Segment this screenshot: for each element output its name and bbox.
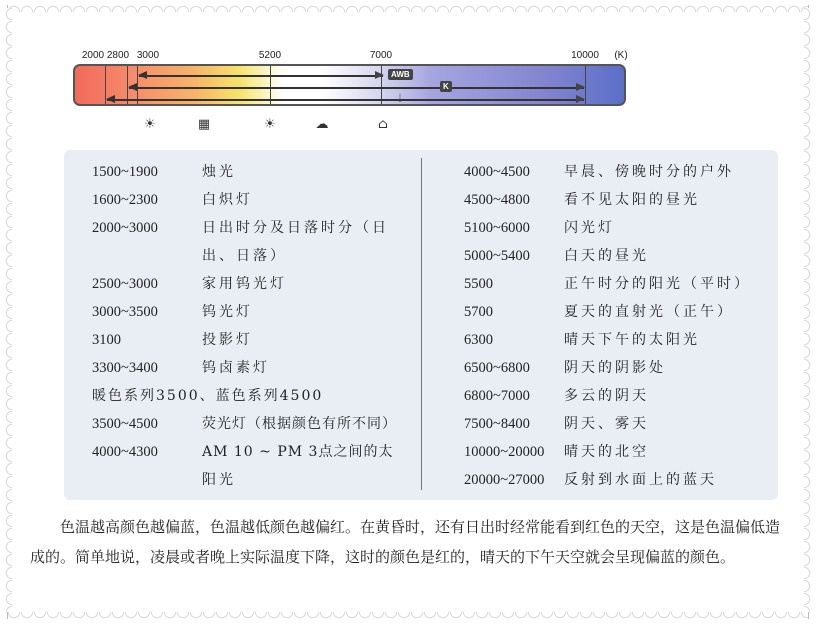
table-row: 4000~4500 早晨、傍晚时分的户外 <box>464 164 734 180</box>
table-row: 3100 投影灯 <box>92 332 253 348</box>
scale-label: 2800 <box>106 50 130 61</box>
table-column-right <box>464 158 774 494</box>
table-row: 阳光 <box>202 472 236 488</box>
stamp-edge-top <box>8 4 808 12</box>
table-row: 出、日落） <box>202 248 287 264</box>
table-row-note: 暖色系列3500、蓝色系列4500 <box>92 388 324 404</box>
table-row: 5500 正午时分的阳光（平时） <box>464 276 751 292</box>
table-row: 2500~3000 家用钨光灯 <box>92 276 287 292</box>
stamp-edge-bottom <box>8 612 808 620</box>
table-row: 6300 晴天下午的太阳光 <box>464 332 700 348</box>
daylight-sun-icon: ☀ <box>264 117 276 132</box>
table-row: 4500~4800 看不见太阳的昼光 <box>464 192 700 208</box>
table-row: 7500~8400 阴天、雾天 <box>464 416 649 432</box>
tungsten-bulb-icon: ☀ <box>144 117 156 132</box>
table-row: 4000~4300 AM 10 ~ PM 3点之间的太 <box>92 444 394 460</box>
awb-range-arrow <box>139 75 383 77</box>
stamp-edge-left <box>4 8 12 612</box>
shade-house-icon: ⌂ <box>378 117 388 132</box>
color-temperature-bar <box>73 64 626 106</box>
kelvin-scale-labels <box>0 50 816 64</box>
awb-badge: AWB <box>388 69 413 80</box>
scale-label: 7000 <box>369 50 393 61</box>
k-range-arrow <box>129 87 584 89</box>
column-divider <box>421 158 422 490</box>
explanation-paragraph <box>30 512 790 572</box>
explanation-text: 色温越高颜色越偏蓝，色温越低颜色越偏红。在黄昏时，还有日出时经常能看到红色的天空，这是色温偏低造成的。简单地说，凌晨或者晚上实际温度下降，这时的颜色是红的，晴天的下午天空就会呈现偏蓝的颜色。 <box>30 518 781 566</box>
table-row: 1600~2300 白炽灯 <box>92 192 253 208</box>
table-row: 3300~3400 钨卤素灯 <box>92 360 270 376</box>
marker-10000 <box>585 66 586 104</box>
table-row: 6800~7000 多云的阴天 <box>464 388 649 404</box>
table-row: 3000~3500 钨光灯 <box>92 304 253 320</box>
table-row: 6500~6800 阴天的阴影处 <box>464 360 666 376</box>
table-row: 2000~3000 日出时分及日落时分（日 <box>92 220 389 236</box>
table-row: 5100~6000 闪光灯 <box>464 220 615 236</box>
table-row: 1500~1900 烛光 <box>92 164 236 180</box>
table-row: 5000~5400 白天的昼光 <box>464 248 649 264</box>
scale-label: 10000 <box>571 50 599 61</box>
table-row: 3500~4500 荧光灯（根据颜色有所不同） <box>92 416 397 432</box>
scale-unit: (K) <box>614 50 628 61</box>
fluorescent-icon: ▦ <box>197 117 211 132</box>
cloud-flash-icon: ☁ <box>315 117 329 132</box>
color-temperature-table <box>64 150 778 500</box>
scale-label: 5200 <box>258 50 282 61</box>
table-column-left <box>92 158 422 494</box>
stamp-edge-right <box>804 8 812 612</box>
table-row: 10000~20000 晴天的北空 <box>464 444 649 460</box>
k-badge: K <box>440 81 452 92</box>
light-source-icons <box>0 117 816 133</box>
scale-label: 2000 <box>81 50 105 61</box>
scale-label: 3000 <box>136 50 160 61</box>
table-row: 5700 夏天的直射光（正午） <box>464 304 734 320</box>
custom-wb-icon: ⏚ <box>395 94 405 105</box>
custom-range-arrow <box>107 99 584 101</box>
table-row: 20000~27000 反射到水面上的蓝天 <box>464 472 717 488</box>
